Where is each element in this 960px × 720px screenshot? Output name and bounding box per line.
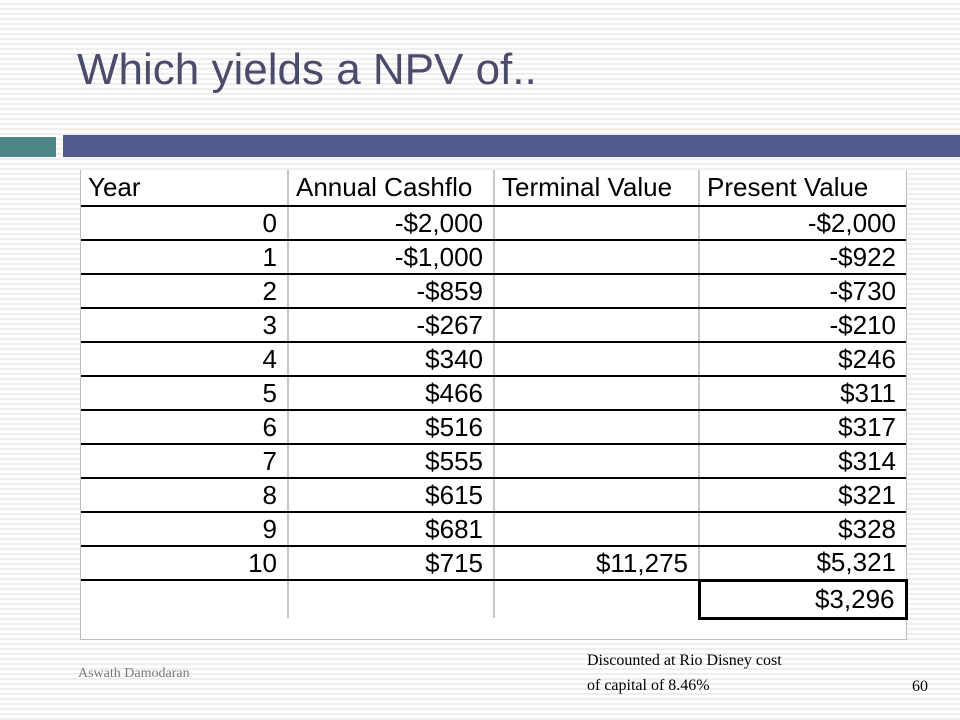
year-cell: 5 [81, 376, 288, 410]
present-value-cell: -$922 [699, 240, 906, 274]
year-cell: 0 [81, 206, 288, 240]
column-header-year: Year [81, 170, 288, 206]
annual-cashflow-cell: $555 [288, 444, 494, 478]
npv-table-container [80, 170, 907, 640]
table-row [81, 546, 906, 580]
title-accent-bar-blue [63, 135, 960, 157]
year-cell: 1 [81, 240, 288, 274]
table-row [81, 274, 906, 308]
annual-cashflow-cell: $681 [288, 512, 494, 546]
present-value-cell: -$2,000 [699, 206, 906, 240]
year-cell: 7 [81, 444, 288, 478]
column-header-terminal-value: Terminal Value [494, 170, 699, 206]
terminal-value-cell [494, 206, 699, 240]
discount-rate-note [587, 648, 782, 698]
discount-rate-note-line2: of capital of 8.46% [587, 677, 710, 694]
year-cell: 8 [81, 478, 288, 512]
table-row [81, 410, 906, 444]
annual-cashflow-cell: $715 [288, 546, 494, 580]
column-header-present-value: Present Value [699, 170, 906, 206]
present-value-cell: $246 [699, 342, 906, 376]
table-row [81, 342, 906, 376]
empty-cell [494, 580, 699, 618]
present-value-cell: -$210 [699, 308, 906, 342]
year-cell: 4 [81, 342, 288, 376]
year-cell: 3 [81, 308, 288, 342]
present-value-cell: $321 [699, 478, 906, 512]
present-value-cell: $317 [699, 410, 906, 444]
year-cell: 2 [81, 274, 288, 308]
present-value-cell: $314 [699, 444, 906, 478]
present-value-cell: -$730 [699, 274, 906, 308]
present-value-cell: $328 [699, 512, 906, 546]
table-header-row [81, 170, 906, 206]
present-value-cell: $311 [699, 376, 906, 410]
footer-author: Aswath Damodaran [78, 666, 190, 681]
terminal-value-cell: $11,275 [494, 546, 699, 580]
annual-cashflow-cell: -$267 [288, 308, 494, 342]
table-row [81, 376, 906, 410]
column-header-annual-cashflow: Annual Cashflo [288, 170, 494, 206]
table-row [81, 206, 906, 240]
table-row [81, 512, 906, 546]
terminal-value-cell [494, 512, 699, 546]
terminal-value-cell [494, 478, 699, 512]
annual-cashflow-cell: $615 [288, 478, 494, 512]
slide-title: Which yields a NPV of.. [77, 45, 537, 94]
title-accent-bar-teal [0, 137, 56, 157]
annual-cashflow-cell: -$1,000 [288, 240, 494, 274]
table-row [81, 478, 906, 512]
discount-rate-note-line1: Discounted at Rio Disney cost [587, 652, 782, 669]
empty-cell [288, 580, 494, 618]
page-number: 60 [912, 678, 928, 695]
year-cell: 9 [81, 512, 288, 546]
annual-cashflow-cell: -$859 [288, 274, 494, 308]
present-value-cell: $5,321 [699, 546, 906, 580]
annual-cashflow-cell: -$2,000 [288, 206, 494, 240]
terminal-value-cell [494, 308, 699, 342]
year-cell: 6 [81, 410, 288, 444]
terminal-value-cell [494, 376, 699, 410]
table-row [81, 444, 906, 478]
table-row [81, 308, 906, 342]
npv-total-cell: $3,296 [699, 580, 906, 618]
annual-cashflow-cell: $466 [288, 376, 494, 410]
annual-cashflow-cell: $340 [288, 342, 494, 376]
npv-total-row [81, 580, 906, 618]
empty-cell [81, 580, 288, 618]
terminal-value-cell [494, 240, 699, 274]
npv-table [81, 170, 908, 620]
terminal-value-cell [494, 274, 699, 308]
terminal-value-cell [494, 444, 699, 478]
year-cell: 10 [81, 546, 288, 580]
table-row [81, 240, 906, 274]
annual-cashflow-cell: $516 [288, 410, 494, 444]
terminal-value-cell [494, 342, 699, 376]
terminal-value-cell [494, 410, 699, 444]
